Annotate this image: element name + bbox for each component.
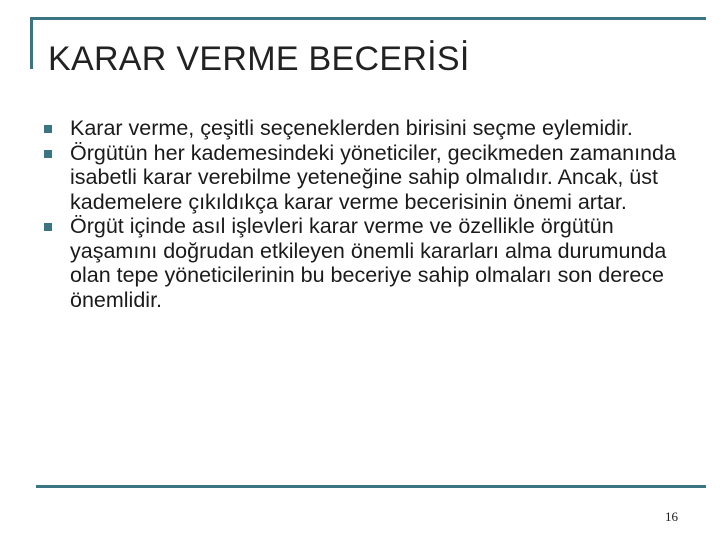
square-bullet-icon [44, 125, 52, 133]
slide-title: KARAR VERME BECERİSİ [48, 40, 470, 78]
bullet-item-1 [44, 116, 694, 141]
square-bullet-icon [44, 150, 52, 158]
bullet-text-2: Örgütün her kademesindeki yöneticiler, gecikmeden zamanında isabetli karar verebilme yeteneğine sahip olmalıdır. Ancak, üst kademelere çıkıldıkça karar verme becerisinin önemi artar. [70, 140, 676, 214]
page-number: 16 [665, 509, 678, 524]
bullet-list [44, 116, 694, 312]
slide-frame-bottom-line [36, 485, 706, 488]
bullet-text-1: Karar verme, çeşitli seçeneklerden birisini seçme eylemidir. [70, 116, 633, 140]
slide-frame-left-line [30, 17, 33, 69]
bullet-item-2 [44, 141, 694, 215]
square-bullet-icon [44, 223, 52, 231]
slide-frame-top-line [30, 17, 706, 20]
bullet-text-3: Örgüt içinde asıl işlevleri karar verme ve özellikle örgütün yaşamını doğrudan etkileyen önemli kararları alma durumunda olan tepe yöneticilerinin bu beceriye sahip olmaları son derece önemlidir. [70, 214, 667, 312]
bullet-item-3 [44, 214, 694, 312]
